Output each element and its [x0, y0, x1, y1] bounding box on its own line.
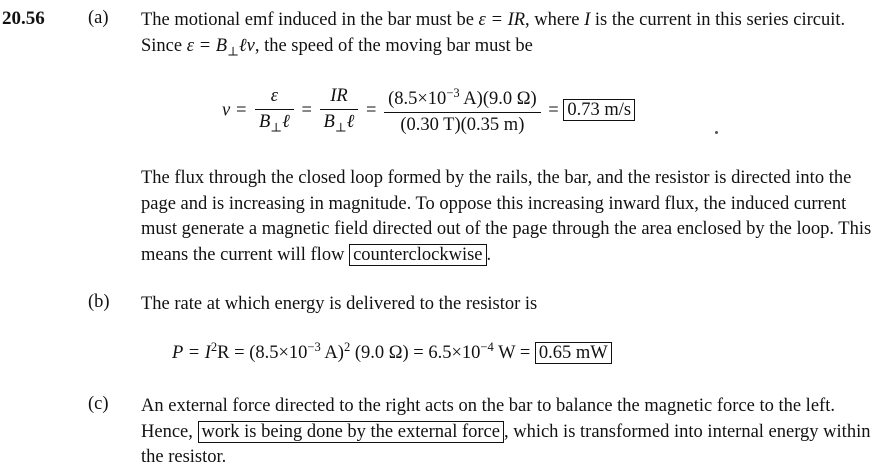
problem-number: 20.56	[2, 8, 45, 29]
fraction-numeric: $\frac{(8.5\times 10^{-3} A)(9.0 \Omega)}{(0.30 T)(0.35 m)}$	[384, 86, 541, 136]
part-b-label: (b)	[88, 292, 110, 312]
part-a-speed-equation: v = $\frac{\varepsilon}{B_\perp\ell}$ = $\frac{IR}{B_\perp\ell}$ = $\frac{(8.5\times 10^{-3} A)(9.0 \Omega)}{(0.30 T)(0.35 m)}$ = 0.73 m/s	[222, 86, 635, 136]
part-c-paragraph: An external force directed to the right acts on the bar to balance the magnetic force to the left. Hence, work is being done by the external force , which is transformed into internal energy within the resistor.	[141, 396, 871, 467]
part-b-power-equation: $P = I^2R = (8.5\times 10^{-3}$ A)$^2$ (9.0 $\Omega) = 6.5\times 10^{-4}$ W = 0.65 mW	[172, 340, 612, 364]
scan-speck	[715, 131, 718, 134]
part-a-intro: The motional emf induced in the bar must be ε = IR, where I is the current in this series circuit. Since $\varepsilon = B_\perp\ell v$, the speed of the moving bar must be	[141, 10, 846, 59]
fraction-ir-over-bl: $\frac{IR}{B_\perp\ell}$	[320, 86, 359, 136]
direction-answer-box: counterclockwise	[349, 244, 486, 266]
part-c-label: (c)	[88, 394, 109, 414]
part-a-label: (a)	[88, 8, 109, 28]
speed-answer-box: 0.73 m/s	[563, 99, 635, 121]
part-a-flux-paragraph: The flux through the closed loop formed by the rails, the bar, and the resistor is directed into the page and is increasing in magnitude. To oppose this increasing inward flux, the induced current must generate a magnetic field directed out of the page through the area enclosed by the loop. This means the current will flow counterclockwise .	[141, 168, 872, 265]
part-b-text: The rate at which energy is delivered to the resistor is	[141, 294, 538, 314]
power-answer-box: 0.65 mW	[535, 342, 612, 364]
work-answer-box: work is being done by the external force	[198, 421, 504, 443]
fraction-emf-over-bl: $\frac{\varepsilon}{B_\perp\ell}$	[255, 86, 294, 136]
